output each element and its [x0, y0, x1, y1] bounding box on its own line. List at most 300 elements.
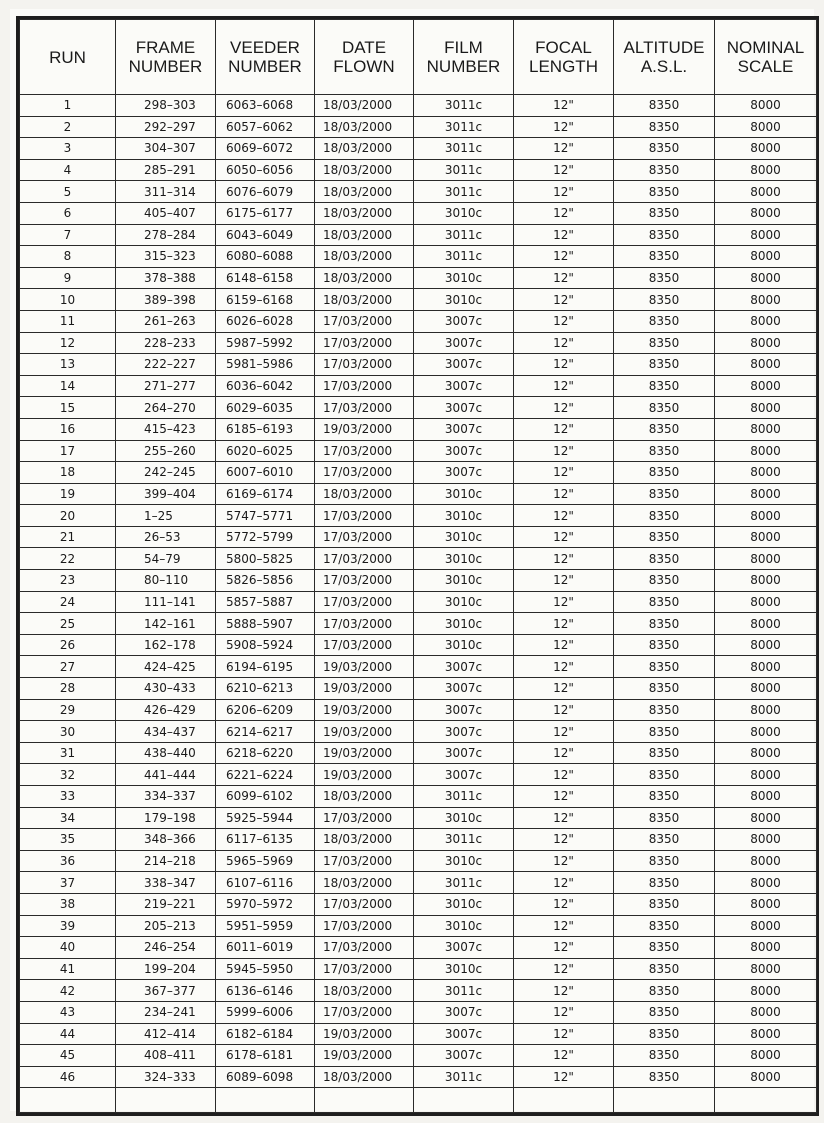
frame-number-cell: 255–260 — [116, 440, 216, 462]
run-cell: 21 — [20, 526, 116, 548]
nominal-scale-cell: 8000 — [715, 332, 817, 354]
date-flown-cell: 19/03/2000 — [315, 656, 414, 678]
altitude-cell: 8350 — [614, 397, 715, 419]
date-flown-cell: 17/03/2000 — [315, 1001, 414, 1023]
frame-number-cell: 412–414 — [116, 1023, 216, 1045]
veeder-number-cell: 6007–6010 — [216, 462, 315, 484]
date-flown-cell: 17/03/2000 — [315, 613, 414, 635]
focal-length-cell: 12" — [514, 159, 614, 181]
film-number-cell: 3007c — [414, 764, 514, 786]
altitude-cell: 8350 — [614, 915, 715, 937]
focal-length-cell: 12" — [514, 1001, 614, 1023]
focal-length-cell: 12" — [514, 807, 614, 829]
film-number-cell: 3010c — [414, 570, 514, 592]
table-row — [20, 893, 817, 915]
table-row — [20, 462, 817, 484]
header-date-flown-line: DATE — [341, 38, 387, 57]
focal-length-cell: 12" — [514, 332, 614, 354]
altitude-cell: 8350 — [614, 958, 715, 980]
blank-cell — [614, 1088, 715, 1113]
veeder-number-cell: 6194–6195 — [216, 656, 315, 678]
altitude-cell: 8350 — [614, 246, 715, 268]
date-flown-cell: 19/03/2000 — [315, 1045, 414, 1067]
blank-cell — [514, 1088, 614, 1113]
veeder-number-cell: 5772–5799 — [216, 526, 315, 548]
veeder-number-cell: 5800–5825 — [216, 548, 315, 570]
table-row — [20, 375, 817, 397]
altitude-cell: 8350 — [614, 1023, 715, 1045]
nominal-scale-cell: 8000 — [715, 570, 817, 592]
frame-number-cell: 298–303 — [116, 95, 216, 117]
frame-number-cell: 315–323 — [116, 246, 216, 268]
run-cell: 15 — [20, 397, 116, 419]
focal-length-cell: 12" — [514, 397, 614, 419]
table-row — [20, 915, 817, 937]
run-cell: 14 — [20, 375, 116, 397]
frame-number-cell: 324–333 — [116, 1066, 216, 1088]
altitude-cell: 8350 — [614, 181, 715, 203]
altitude-cell: 8350 — [614, 289, 715, 311]
film-number-cell: 3007c — [414, 1001, 514, 1023]
header-film-number — [414, 20, 514, 95]
frame-number-cell: 54–79 — [116, 548, 216, 570]
focal-length-cell: 12" — [514, 893, 614, 915]
film-number-cell: 3007c — [414, 656, 514, 678]
veeder-number-cell: 5826–5856 — [216, 570, 315, 592]
nominal-scale-cell: 8000 — [715, 721, 817, 743]
film-number-cell: 3011c — [414, 980, 514, 1002]
header-focal-length-line: FOCAL — [535, 38, 592, 57]
frame-number-cell: 334–337 — [116, 786, 216, 808]
date-flown-cell: 18/03/2000 — [315, 289, 414, 311]
frame-number-cell: 424–425 — [116, 656, 216, 678]
focal-length-cell: 12" — [514, 526, 614, 548]
film-number-cell: 3011c — [414, 786, 514, 808]
focal-length-cell: 12" — [514, 462, 614, 484]
table-row — [20, 786, 817, 808]
veeder-number-cell: 6214–6217 — [216, 721, 315, 743]
altitude-cell: 8350 — [614, 332, 715, 354]
film-number-cell: 3007c — [414, 462, 514, 484]
header-altitude-line: ALTITUDE — [623, 38, 705, 57]
run-cell: 35 — [20, 829, 116, 851]
focal-length-cell: 12" — [514, 354, 614, 376]
table-row — [20, 958, 817, 980]
veeder-number-cell: 6011–6019 — [216, 937, 315, 959]
altitude-cell: 8350 — [614, 1001, 715, 1023]
veeder-number-cell: 6089–6098 — [216, 1066, 315, 1088]
header-focal-length-line: LENGTH — [529, 57, 598, 76]
header-nominal-scale — [715, 20, 817, 95]
veeder-number-cell: 6159–6168 — [216, 289, 315, 311]
altitude-cell: 8350 — [614, 893, 715, 915]
run-cell: 27 — [20, 656, 116, 678]
frame-number-cell: 438–440 — [116, 742, 216, 764]
run-cell: 7 — [20, 224, 116, 246]
film-number-cell: 3007c — [414, 1045, 514, 1067]
table-row — [20, 807, 817, 829]
veeder-number-cell: 5965–5969 — [216, 850, 315, 872]
run-cell: 46 — [20, 1066, 116, 1088]
focal-length-cell: 12" — [514, 440, 614, 462]
frame-number-cell: 246–254 — [116, 937, 216, 959]
table-row — [20, 95, 817, 117]
veeder-number-cell: 6136–6146 — [216, 980, 315, 1002]
run-cell: 9 — [20, 267, 116, 289]
nominal-scale-cell: 8000 — [715, 1023, 817, 1045]
date-flown-cell: 17/03/2000 — [315, 526, 414, 548]
run-cell: 13 — [20, 354, 116, 376]
header-film-number-line: NUMBER — [426, 57, 501, 76]
blank-cell — [116, 1088, 216, 1113]
frame-number-cell: 405–407 — [116, 202, 216, 224]
frame-number-cell: 389–398 — [116, 289, 216, 311]
table-row — [20, 850, 817, 872]
frame-number-cell: 142–161 — [116, 613, 216, 635]
blank-cell — [414, 1088, 514, 1113]
table-row — [20, 289, 817, 311]
frame-number-cell: 261–263 — [116, 310, 216, 332]
run-cell: 6 — [20, 202, 116, 224]
run-cell: 43 — [20, 1001, 116, 1023]
focal-length-cell: 12" — [514, 721, 614, 743]
header-nominal-scale-line: NOMINAL — [726, 38, 805, 57]
table-row — [20, 246, 817, 268]
frame-number-cell: 338–347 — [116, 872, 216, 894]
table-row — [20, 1045, 817, 1067]
nominal-scale-cell: 8000 — [715, 872, 817, 894]
run-cell: 31 — [20, 742, 116, 764]
focal-length-cell: 12" — [514, 591, 614, 613]
nominal-scale-cell: 8000 — [715, 980, 817, 1002]
header-altitude-line: A.S.L. — [640, 57, 688, 76]
table-row — [20, 980, 817, 1002]
table-row — [20, 570, 817, 592]
run-cell: 36 — [20, 850, 116, 872]
table-row — [20, 332, 817, 354]
focal-length-cell: 12" — [514, 267, 614, 289]
date-flown-cell: 19/03/2000 — [315, 742, 414, 764]
film-number-cell: 3011c — [414, 246, 514, 268]
date-flown-cell: 18/03/2000 — [315, 116, 414, 138]
focal-length-cell: 12" — [514, 570, 614, 592]
nominal-scale-cell: 8000 — [715, 95, 817, 117]
film-number-cell: 3011c — [414, 159, 514, 181]
altitude-cell: 8350 — [614, 116, 715, 138]
nominal-scale-cell: 8000 — [715, 483, 817, 505]
frame-number-cell: 264–270 — [116, 397, 216, 419]
table-row — [20, 181, 817, 203]
focal-length-cell: 12" — [514, 375, 614, 397]
focal-length-cell: 12" — [514, 181, 614, 203]
table-row — [20, 116, 817, 138]
focal-length-cell: 12" — [514, 980, 614, 1002]
nominal-scale-cell: 8000 — [715, 656, 817, 678]
focal-length-cell: 12" — [514, 505, 614, 527]
film-number-cell: 3007c — [414, 397, 514, 419]
focal-length-cell: 12" — [514, 1023, 614, 1045]
nominal-scale-cell: 8000 — [715, 138, 817, 160]
veeder-number-cell: 6178–6181 — [216, 1045, 315, 1067]
date-flown-cell: 19/03/2000 — [315, 721, 414, 743]
frame-number-cell: 426–429 — [116, 699, 216, 721]
veeder-number-cell: 6169–6174 — [216, 483, 315, 505]
veeder-number-cell: 6080–6088 — [216, 246, 315, 268]
frame-number-cell: 271–277 — [116, 375, 216, 397]
focal-length-cell: 12" — [514, 850, 614, 872]
altitude-cell: 8350 — [614, 267, 715, 289]
altitude-cell: 8350 — [614, 570, 715, 592]
film-number-cell: 3011c — [414, 138, 514, 160]
focal-length-cell: 12" — [514, 418, 614, 440]
header-frame-number-line: NUMBER — [128, 57, 203, 76]
film-number-cell: 3007c — [414, 742, 514, 764]
altitude-cell: 8350 — [614, 786, 715, 808]
veeder-number-cell: 6148–6158 — [216, 267, 315, 289]
run-cell: 10 — [20, 289, 116, 311]
nominal-scale-cell: 8000 — [715, 548, 817, 570]
film-number-cell: 3007c — [414, 937, 514, 959]
blank-cell — [315, 1088, 414, 1113]
focal-length-cell: 12" — [514, 95, 614, 117]
nominal-scale-cell: 8000 — [715, 375, 817, 397]
nominal-scale-cell: 8000 — [715, 742, 817, 764]
run-cell: 44 — [20, 1023, 116, 1045]
header-veeder-number-line: NUMBER — [228, 57, 302, 76]
film-number-cell: 3010c — [414, 483, 514, 505]
veeder-number-cell: 6221–6224 — [216, 764, 315, 786]
table-row — [20, 310, 817, 332]
date-flown-cell: 18/03/2000 — [315, 872, 414, 894]
table-row — [20, 440, 817, 462]
nominal-scale-cell: 8000 — [715, 1001, 817, 1023]
focal-length-cell: 12" — [514, 634, 614, 656]
nominal-scale-cell: 8000 — [715, 310, 817, 332]
nominal-scale-cell: 8000 — [715, 829, 817, 851]
film-number-cell: 3010c — [414, 591, 514, 613]
veeder-number-cell: 6206–6209 — [216, 699, 315, 721]
focal-length-cell: 12" — [514, 1045, 614, 1067]
frame-number-cell: 219–221 — [116, 893, 216, 915]
header-frame-number-line: FRAME — [135, 38, 196, 57]
date-flown-cell: 19/03/2000 — [315, 764, 414, 786]
frame-number-cell: 348–366 — [116, 829, 216, 851]
focal-length-cell: 12" — [514, 872, 614, 894]
table-row — [20, 418, 817, 440]
film-number-cell: 3010c — [414, 289, 514, 311]
veeder-number-cell: 5908–5924 — [216, 634, 315, 656]
film-number-cell: 3007c — [414, 375, 514, 397]
date-flown-cell: 18/03/2000 — [315, 1066, 414, 1088]
run-cell: 4 — [20, 159, 116, 181]
blank-cell — [20, 1088, 116, 1113]
nominal-scale-cell: 8000 — [715, 267, 817, 289]
nominal-scale-cell: 8000 — [715, 354, 817, 376]
date-flown-cell: 18/03/2000 — [315, 224, 414, 246]
run-cell: 26 — [20, 634, 116, 656]
altitude-cell: 8350 — [614, 159, 715, 181]
focal-length-cell: 12" — [514, 310, 614, 332]
focal-length-cell: 12" — [514, 656, 614, 678]
run-cell: 45 — [20, 1045, 116, 1067]
altitude-cell: 8350 — [614, 742, 715, 764]
nominal-scale-cell: 8000 — [715, 202, 817, 224]
nominal-scale-cell: 8000 — [715, 786, 817, 808]
focal-length-cell: 12" — [514, 289, 614, 311]
frame-number-cell: 430–433 — [116, 678, 216, 700]
frame-number-cell: 441–444 — [116, 764, 216, 786]
frame-number-cell: 205–213 — [116, 915, 216, 937]
veeder-number-cell: 6029–6035 — [216, 397, 315, 419]
date-flown-cell: 17/03/2000 — [315, 462, 414, 484]
altitude-cell: 8350 — [614, 591, 715, 613]
film-number-cell: 3010c — [414, 202, 514, 224]
film-number-cell: 3007c — [414, 310, 514, 332]
veeder-number-cell: 6069–6072 — [216, 138, 315, 160]
focal-length-cell: 12" — [514, 786, 614, 808]
altitude-cell: 8350 — [614, 678, 715, 700]
frame-number-cell: 278–284 — [116, 224, 216, 246]
frame-number-cell: 162–178 — [116, 634, 216, 656]
veeder-number-cell: 5857–5887 — [216, 591, 315, 613]
date-flown-cell: 17/03/2000 — [315, 807, 414, 829]
altitude-cell: 8350 — [614, 354, 715, 376]
focal-length-cell: 12" — [514, 202, 614, 224]
altitude-cell: 8350 — [614, 937, 715, 959]
blank-row — [20, 1088, 817, 1113]
focal-length-cell: 12" — [514, 764, 614, 786]
table-row — [20, 159, 817, 181]
altitude-cell: 8350 — [614, 656, 715, 678]
header-nominal-scale-line: SCALE — [737, 57, 794, 76]
table-row — [20, 202, 817, 224]
date-flown-cell: 17/03/2000 — [315, 375, 414, 397]
film-number-cell: 3007c — [414, 440, 514, 462]
date-flown-cell: 17/03/2000 — [315, 937, 414, 959]
veeder-number-cell: 6020–6025 — [216, 440, 315, 462]
table-header — [20, 20, 817, 95]
focal-length-cell: 12" — [514, 116, 614, 138]
date-flown-cell: 19/03/2000 — [315, 678, 414, 700]
altitude-cell: 8350 — [614, 462, 715, 484]
run-cell: 34 — [20, 807, 116, 829]
run-cell: 2 — [20, 116, 116, 138]
table-row — [20, 267, 817, 289]
run-cell: 38 — [20, 893, 116, 915]
film-number-cell: 3007c — [414, 678, 514, 700]
veeder-number-cell: 6026–6028 — [216, 310, 315, 332]
veeder-number-cell: 6036–6042 — [216, 375, 315, 397]
run-cell: 30 — [20, 721, 116, 743]
date-flown-cell: 18/03/2000 — [315, 829, 414, 851]
altitude-cell: 8350 — [614, 764, 715, 786]
veeder-number-cell: 6210–6213 — [216, 678, 315, 700]
altitude-cell: 8350 — [614, 980, 715, 1002]
focal-length-cell: 12" — [514, 742, 614, 764]
altitude-cell: 8350 — [614, 483, 715, 505]
nominal-scale-cell: 8000 — [715, 159, 817, 181]
date-flown-cell: 17/03/2000 — [315, 310, 414, 332]
run-cell: 22 — [20, 548, 116, 570]
header-focal-length — [514, 20, 614, 95]
film-number-cell: 3007c — [414, 1023, 514, 1045]
table-row — [20, 483, 817, 505]
altitude-cell: 8350 — [614, 1066, 715, 1088]
date-flown-cell: 18/03/2000 — [315, 483, 414, 505]
blank-cell — [715, 1088, 817, 1113]
header-altitude — [614, 20, 715, 95]
run-cell: 12 — [20, 332, 116, 354]
nominal-scale-cell: 8000 — [715, 893, 817, 915]
nominal-scale-cell: 8000 — [715, 937, 817, 959]
run-cell: 41 — [20, 958, 116, 980]
nominal-scale-cell: 8000 — [715, 116, 817, 138]
film-number-cell: 3011c — [414, 224, 514, 246]
film-number-cell: 3010c — [414, 505, 514, 527]
table-row — [20, 764, 817, 786]
film-number-cell: 3011c — [414, 829, 514, 851]
altitude-cell: 8350 — [614, 95, 715, 117]
date-flown-cell: 18/03/2000 — [315, 138, 414, 160]
film-number-cell: 3007c — [414, 418, 514, 440]
altitude-cell: 8350 — [614, 505, 715, 527]
table-row — [20, 742, 817, 764]
nominal-scale-cell: 8000 — [715, 958, 817, 980]
date-flown-cell: 18/03/2000 — [315, 980, 414, 1002]
frame-number-cell: 434–437 — [116, 721, 216, 743]
blank-cell — [216, 1088, 315, 1113]
focal-length-cell: 12" — [514, 699, 614, 721]
date-flown-cell: 18/03/2000 — [315, 95, 414, 117]
film-number-cell: 3010c — [414, 526, 514, 548]
date-flown-cell: 17/03/2000 — [315, 850, 414, 872]
nominal-scale-cell: 8000 — [715, 1066, 817, 1088]
table-row — [20, 678, 817, 700]
frame-number-cell: 292–297 — [116, 116, 216, 138]
table-row — [20, 634, 817, 656]
veeder-number-cell: 5970–5972 — [216, 893, 315, 915]
nominal-scale-cell: 8000 — [715, 634, 817, 656]
date-flown-cell: 18/03/2000 — [315, 786, 414, 808]
frame-number-cell: 214–218 — [116, 850, 216, 872]
veeder-number-cell: 5981–5986 — [216, 354, 315, 376]
film-number-cell: 3010c — [414, 893, 514, 915]
film-number-cell: 3011c — [414, 95, 514, 117]
altitude-cell: 8350 — [614, 418, 715, 440]
nominal-scale-cell: 8000 — [715, 289, 817, 311]
film-number-cell: 3010c — [414, 915, 514, 937]
film-number-cell: 3010c — [414, 850, 514, 872]
frame-number-cell: 234–241 — [116, 1001, 216, 1023]
run-cell: 23 — [20, 570, 116, 592]
focal-length-cell: 12" — [514, 548, 614, 570]
film-number-cell: 3007c — [414, 699, 514, 721]
veeder-number-cell: 5987–5992 — [216, 332, 315, 354]
header-run — [20, 20, 116, 95]
altitude-cell: 8350 — [614, 1045, 715, 1067]
veeder-number-cell: 6117–6135 — [216, 829, 315, 851]
film-number-cell: 3011c — [414, 872, 514, 894]
frame-number-cell: 1–25 — [116, 505, 216, 527]
nominal-scale-cell: 8000 — [715, 397, 817, 419]
veeder-number-cell: 6175–6177 — [216, 202, 315, 224]
run-cell: 11 — [20, 310, 116, 332]
table-row — [20, 1023, 817, 1045]
run-cell: 19 — [20, 483, 116, 505]
nominal-scale-cell: 8000 — [715, 591, 817, 613]
frame-number-cell: 415–423 — [116, 418, 216, 440]
run-cell: 42 — [20, 980, 116, 1002]
